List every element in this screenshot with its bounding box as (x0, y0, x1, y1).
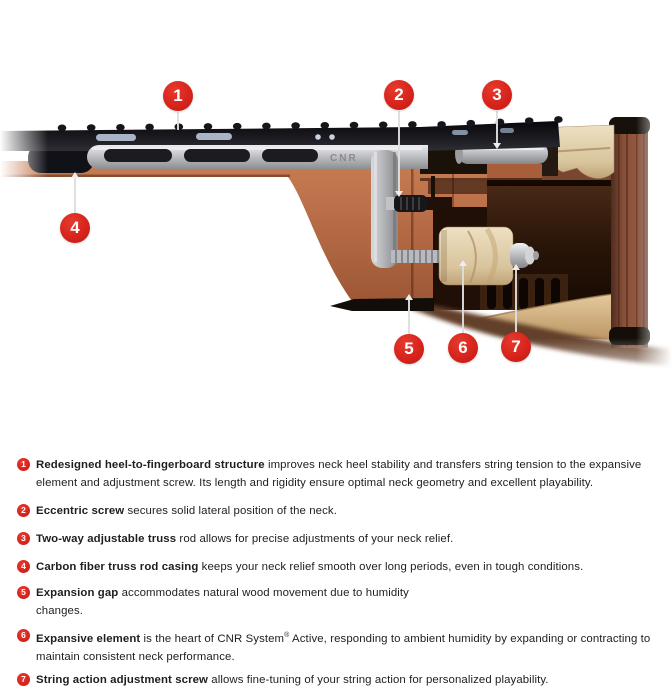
callout-arrow-2 (395, 191, 403, 197)
left-edge-fade (0, 110, 48, 225)
callout-2: 2 (384, 80, 414, 110)
legend-text-2: Eccentric screw secures solid lateral position of the neck. (36, 505, 337, 517)
legend-item-4 (17, 558, 658, 576)
legend-bullet-7: 7 (17, 673, 30, 686)
eccentric-screw-slot (426, 197, 452, 210)
legend-bullet-6: 6 (17, 629, 30, 642)
legend-text-4: Carbon fiber truss rod casing keeps your neck relief smooth over long periods, even in tough conditions. (36, 561, 584, 573)
casing-slots (104, 149, 318, 162)
callout-4: 4 (60, 213, 90, 243)
registered-mark: ® (284, 632, 290, 639)
legend-item-2 (17, 502, 658, 520)
legend-bullet-3: 3 (17, 532, 30, 545)
heel-bottom-cap (330, 298, 434, 311)
under-rod-wood (487, 164, 542, 180)
legend-bullet-4: 4 (17, 560, 30, 573)
callout-line-5 (408, 300, 410, 334)
casing-engraving: CNR (330, 153, 358, 164)
under-rod-seam (420, 178, 542, 181)
callout-arrow-3 (493, 143, 501, 149)
legend-bullet-1: 1 (17, 458, 30, 471)
cavity-top-shadow (487, 180, 614, 187)
heel-bracket-highlight (374, 152, 377, 262)
legend (17, 456, 658, 689)
legend-text-7: String action adjustment screw allows fine-tuning of your string action for personalized playability. (36, 673, 549, 686)
legend-item-1 (17, 456, 658, 492)
pocket-shadow-band (428, 181, 487, 194)
element-left-shade (441, 230, 447, 282)
legend-bullet-5: 5 (17, 586, 30, 599)
legend-item-5 (17, 584, 658, 620)
callout-line-7 (515, 270, 517, 332)
legend-item-3 (17, 530, 658, 548)
legend-item-6 (17, 627, 658, 666)
callout-line-1 (177, 112, 179, 130)
adjustment-screw (391, 250, 443, 263)
callout-1: 1 (163, 81, 193, 111)
callout-7: 7 (501, 332, 531, 362)
callout-line-6 (462, 266, 464, 333)
pocket-seam (411, 163, 414, 303)
callout-line-3 (496, 111, 498, 143)
eccentric-screw (394, 195, 427, 212)
legend-text-5: Expansion gap accommodates natural wood movement due to humidity changes. (36, 587, 409, 617)
callout-3: 3 (482, 80, 512, 110)
legend-text-6: Expansive element is the heart of CNR System® Active, responding to ambient humidity by expanding or contracting to maintain consistent neck performance. (36, 632, 651, 663)
callout-line-4 (74, 178, 76, 213)
legend-text-1: Redesigned heel-to-fingerboard structure improves neck heel stability and transfers string tension to the expansive element and adjustment screw. Its length and rigidity ensure optimal neck geometry and excellent playability. (36, 459, 642, 489)
callout-line-2 (398, 111, 400, 191)
legend-item-7 (17, 671, 658, 689)
callout-6: 6 (448, 333, 478, 363)
callout-5: 5 (394, 334, 424, 364)
legend-text-3: Two-way adjustable truss rod allows for precise adjustments of your neck relief. (36, 533, 454, 545)
eccentric-screw-tip (386, 197, 395, 210)
element-end-stud (533, 251, 539, 260)
legend-bullet-2: 2 (17, 504, 30, 517)
